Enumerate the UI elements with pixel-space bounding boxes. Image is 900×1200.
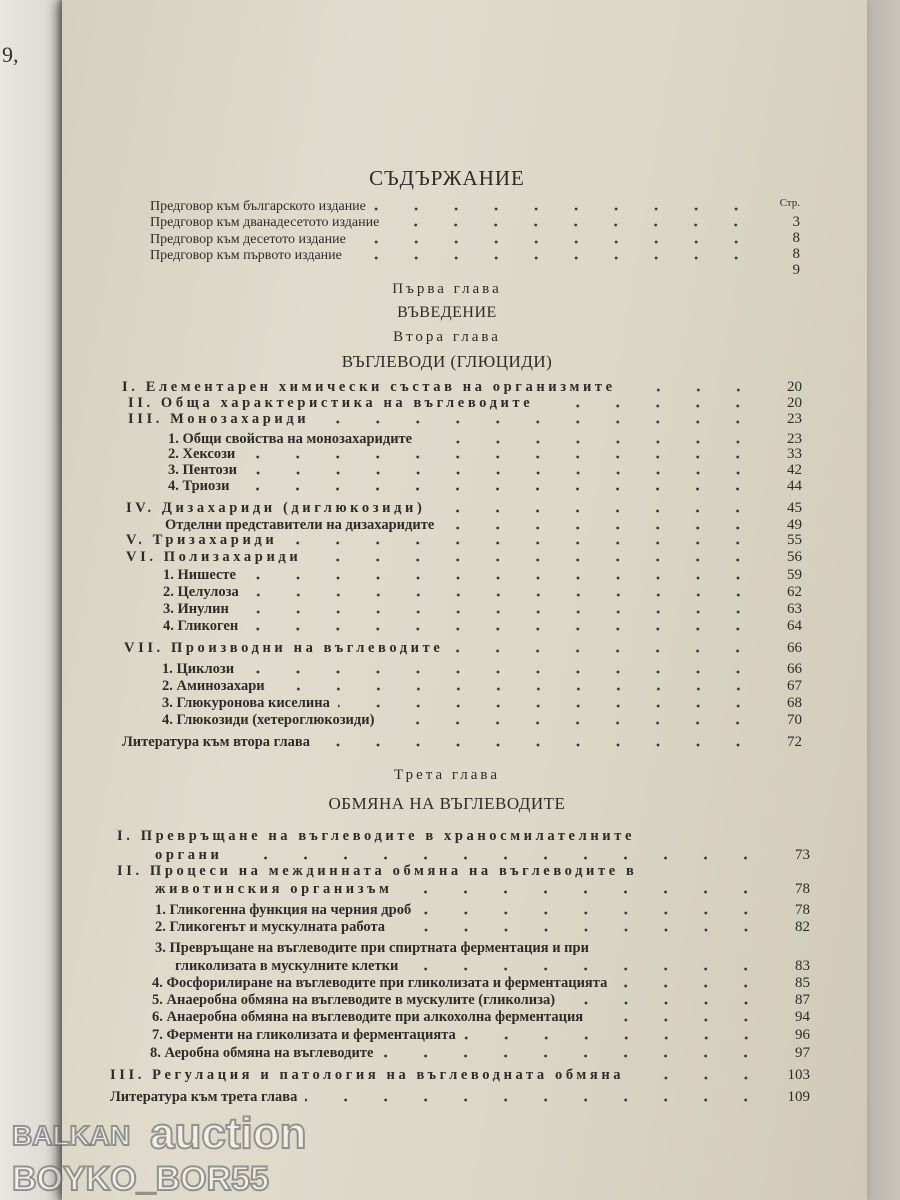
toc-entry bbox=[163, 602, 766, 617]
toc-entry bbox=[124, 641, 766, 656]
entry-label: органи bbox=[155, 847, 223, 863]
page-number: 96 bbox=[795, 1027, 810, 1043]
toc-entry bbox=[126, 533, 766, 548]
entry-label: Отделни представители на дизахаридите bbox=[165, 517, 435, 533]
dot-leader bbox=[374, 207, 756, 211]
page-number: 85 bbox=[795, 975, 810, 991]
page-number: 55 bbox=[787, 532, 802, 548]
chapter2-number: Втора глава bbox=[393, 329, 501, 345]
toc-entry bbox=[155, 848, 774, 863]
toc-entry-preface bbox=[150, 199, 764, 214]
entry-label: Предговор към българското издание bbox=[150, 199, 366, 214]
page-number: 66 bbox=[787, 661, 802, 677]
entry-label: 2. Целулоза bbox=[163, 584, 239, 600]
page-number: 72 bbox=[787, 734, 802, 750]
toc-entry bbox=[110, 1090, 774, 1105]
entry-label: Литература към втора глава bbox=[122, 734, 310, 750]
toc-entry bbox=[152, 976, 774, 991]
dot-leader bbox=[354, 240, 756, 244]
toc-entry bbox=[122, 380, 766, 395]
page-number: 97 bbox=[795, 1045, 810, 1061]
dot-leader bbox=[318, 743, 758, 747]
entry-label: Предговор към десетото издание bbox=[150, 232, 346, 247]
page-number: 62 bbox=[787, 584, 802, 600]
page-number: 78 bbox=[795, 881, 810, 897]
dot-leader bbox=[464, 1036, 766, 1040]
page-number: 82 bbox=[795, 919, 810, 935]
page-number: 23 bbox=[787, 411, 802, 427]
chapter1-title: ВЪВЕДЕНИЕ bbox=[397, 304, 497, 321]
toc-entry bbox=[162, 713, 766, 728]
entry-label: 3. Инулин bbox=[163, 601, 229, 617]
page-number: 23 bbox=[787, 431, 802, 447]
page-number: 59 bbox=[787, 567, 802, 583]
page-number: 45 bbox=[787, 500, 802, 516]
entry-label: IV. Дизахариди (диглюкозиди) bbox=[126, 500, 426, 516]
page-number: 20 bbox=[787, 379, 802, 395]
entry-label: VII. Производни на въглеводите bbox=[124, 640, 444, 656]
dot-leader bbox=[243, 455, 758, 459]
entry-label: 3. Пентози bbox=[168, 462, 237, 478]
toc-entry bbox=[128, 396, 766, 411]
entry-label: 1. Циклози bbox=[162, 661, 235, 677]
page-number: 42 bbox=[787, 462, 802, 478]
toc-entry bbox=[155, 903, 774, 918]
chapter2-title: ВЪГЛЕВОДИ (ГЛЮЦИДИ) bbox=[341, 352, 553, 371]
page-number: 78 bbox=[795, 902, 810, 918]
dot-leader bbox=[285, 541, 758, 545]
previous-page-fragment: 9, bbox=[2, 42, 19, 67]
entry-label: III. Монозахариди bbox=[128, 411, 310, 427]
dot-leader bbox=[317, 420, 758, 424]
dot-leader bbox=[338, 704, 758, 708]
dot-leader bbox=[247, 593, 758, 597]
dot-leader bbox=[382, 721, 758, 725]
toc-entry bbox=[122, 735, 766, 750]
toc-entry-preface bbox=[150, 232, 764, 247]
toc-entry bbox=[152, 993, 774, 1008]
toc-entry bbox=[163, 568, 766, 583]
watermark-line3: BOYKO_BOR55 bbox=[12, 1160, 269, 1198]
toc-entry bbox=[163, 585, 766, 600]
chapter3-title: ОБМЯНА НА ВЪГЛЕВОДИТЕ bbox=[328, 794, 566, 813]
toc-entry bbox=[162, 679, 766, 694]
dot-leader bbox=[237, 610, 758, 614]
page-number: 103 bbox=[787, 1067, 810, 1083]
toc-entry bbox=[128, 412, 766, 427]
dot-leader bbox=[309, 558, 758, 562]
toc-entry bbox=[168, 447, 766, 462]
dot-leader bbox=[591, 1018, 766, 1022]
dot-leader bbox=[242, 670, 758, 674]
dot-leader bbox=[632, 1076, 766, 1080]
toc-entry bbox=[175, 959, 774, 974]
toc-entry bbox=[117, 829, 774, 844]
toc-entry bbox=[126, 501, 766, 516]
toc-entry bbox=[165, 518, 766, 533]
toc-entry bbox=[163, 619, 766, 634]
page-number: 8 bbox=[792, 230, 800, 246]
toc-entry bbox=[152, 1028, 774, 1043]
page-number: 9 bbox=[792, 262, 800, 278]
dot-leader bbox=[442, 526, 758, 530]
entry-label: 8. Аеробна обмяна на въглеводите bbox=[150, 1045, 374, 1061]
entry-label: Предговор към първото издание bbox=[150, 248, 342, 263]
toc-entry bbox=[126, 550, 766, 565]
entry-label: 1. Нишесте bbox=[163, 567, 236, 583]
entry-label: III. Регулация и патология на въглеводната обмяна bbox=[110, 1067, 625, 1083]
page-number: 94 bbox=[795, 1009, 810, 1025]
entry-label: 4. Фосфорилиране на въглеводите при гликолизата и ферментацията bbox=[152, 975, 608, 991]
page-number: 109 bbox=[787, 1089, 810, 1105]
toc-entry bbox=[155, 941, 774, 956]
entry-label: VI. Полизахариди bbox=[126, 549, 302, 565]
dot-leader bbox=[305, 1098, 766, 1102]
page-number: 83 bbox=[795, 958, 810, 974]
page-title: СЪДЪРЖАНИЕ bbox=[369, 166, 525, 190]
dot-leader bbox=[419, 911, 766, 915]
entry-label: 3. Превръщане на въглеводите при спиртната ферментация и при bbox=[155, 940, 589, 956]
entry-label: 3. Глюкуронова киселина bbox=[162, 695, 330, 711]
toc-entry bbox=[155, 920, 774, 935]
entry-label: 6. Анаеробна обмяна на въглеводите при алкохолна ферментация bbox=[152, 1009, 584, 1025]
page-number: 66 bbox=[787, 640, 802, 656]
page-number: 33 bbox=[787, 446, 802, 462]
entry-label: 4. Триози bbox=[168, 478, 230, 494]
toc-entry-preface bbox=[150, 215, 764, 230]
toc-entry bbox=[152, 1010, 774, 1025]
dot-leader bbox=[541, 404, 758, 408]
entry-label: гликолизата в мускулните клетки bbox=[175, 958, 399, 974]
dot-leader bbox=[350, 256, 756, 260]
entry-label: II. Обща характеристика на въглеводите bbox=[128, 395, 534, 411]
toc-entry bbox=[162, 662, 766, 677]
toc-entry bbox=[150, 1046, 774, 1061]
entry-label: I. Превръщане на въглеводите в храносмилателните bbox=[117, 828, 635, 844]
entry-label: 4. Глюкозиди (хетероглюкозиди) bbox=[162, 712, 375, 728]
toc-entry bbox=[168, 463, 766, 478]
dot-leader bbox=[433, 509, 758, 513]
entry-label: 1. Гликогенна функция на черния дроб bbox=[155, 902, 412, 918]
page-number: 70 bbox=[787, 712, 802, 728]
dot-leader bbox=[563, 1001, 766, 1005]
entry-label: Предговор към дванадесетото издание bbox=[150, 215, 380, 230]
dot-leader bbox=[245, 471, 758, 475]
dot-leader bbox=[237, 487, 758, 491]
toc-entry-preface bbox=[150, 248, 764, 263]
dot-leader bbox=[451, 649, 758, 653]
dot-leader bbox=[246, 627, 758, 631]
entry-label: животинския организъм bbox=[155, 881, 393, 897]
page-number: 8 bbox=[792, 246, 800, 262]
toc-entry bbox=[162, 696, 766, 711]
page-number: 3 bbox=[792, 214, 800, 230]
entry-label: V. Тризахариди bbox=[126, 532, 278, 548]
page-number: 49 bbox=[787, 517, 802, 533]
page-number: 67 bbox=[787, 678, 802, 694]
toc-entry bbox=[110, 1068, 774, 1083]
dot-leader bbox=[273, 687, 758, 691]
chapter3-number: Трета глава bbox=[394, 767, 500, 783]
dot-leader bbox=[230, 856, 766, 860]
entry-label: 4. Гликоген bbox=[163, 618, 239, 634]
previous-page-edge bbox=[0, 0, 70, 1200]
page-number: 44 bbox=[787, 478, 802, 494]
page-number: 73 bbox=[795, 847, 810, 863]
dot-leader bbox=[624, 388, 758, 392]
watermark-line1: BALKAN bbox=[12, 1120, 131, 1151]
entry-label: 1. Общи свойства на монозахаридите bbox=[168, 431, 413, 447]
entry-label: II. Процеси на междинната обмяна на въглеводите в bbox=[117, 863, 638, 879]
toc-entry bbox=[168, 432, 766, 447]
chapter1-number: Първа глава bbox=[392, 281, 502, 297]
dot-leader bbox=[244, 576, 758, 580]
entry-label: 2. Аминозахари bbox=[162, 678, 265, 694]
page-column-label: Стр. bbox=[779, 197, 800, 209]
entry-label: 5. Анаеробна обмяна на въглеводите в мускулите (гликолиза) bbox=[152, 992, 556, 1008]
dot-leader bbox=[400, 890, 766, 894]
entry-label: 7. Ферменти на гликолизата и ферментацията bbox=[152, 1027, 456, 1043]
entry-label: 2. Хексози bbox=[168, 446, 236, 462]
dot-leader bbox=[420, 440, 758, 444]
toc-entry bbox=[168, 479, 766, 494]
page-number: 20 bbox=[787, 395, 802, 411]
page-number: 68 bbox=[787, 695, 802, 711]
page-number: 64 bbox=[787, 618, 802, 634]
page-number: 56 bbox=[787, 549, 802, 565]
watermark-line2: auction bbox=[150, 1109, 307, 1158]
toc-entry bbox=[155, 882, 774, 897]
entry-label: Литература към трета глава bbox=[110, 1089, 298, 1105]
page-number: 87 bbox=[795, 992, 810, 1008]
page-number: 63 bbox=[787, 601, 802, 617]
dot-leader bbox=[393, 928, 766, 932]
dot-leader bbox=[406, 967, 766, 971]
dot-leader bbox=[387, 223, 756, 227]
dot-leader bbox=[615, 984, 766, 988]
dot-leader bbox=[381, 1054, 766, 1058]
entry-label: I. Елементарен химически състав на организмите bbox=[122, 379, 616, 395]
toc-entry bbox=[117, 864, 774, 879]
entry-label: 2. Гликогенът и мускулната работа bbox=[155, 919, 386, 935]
